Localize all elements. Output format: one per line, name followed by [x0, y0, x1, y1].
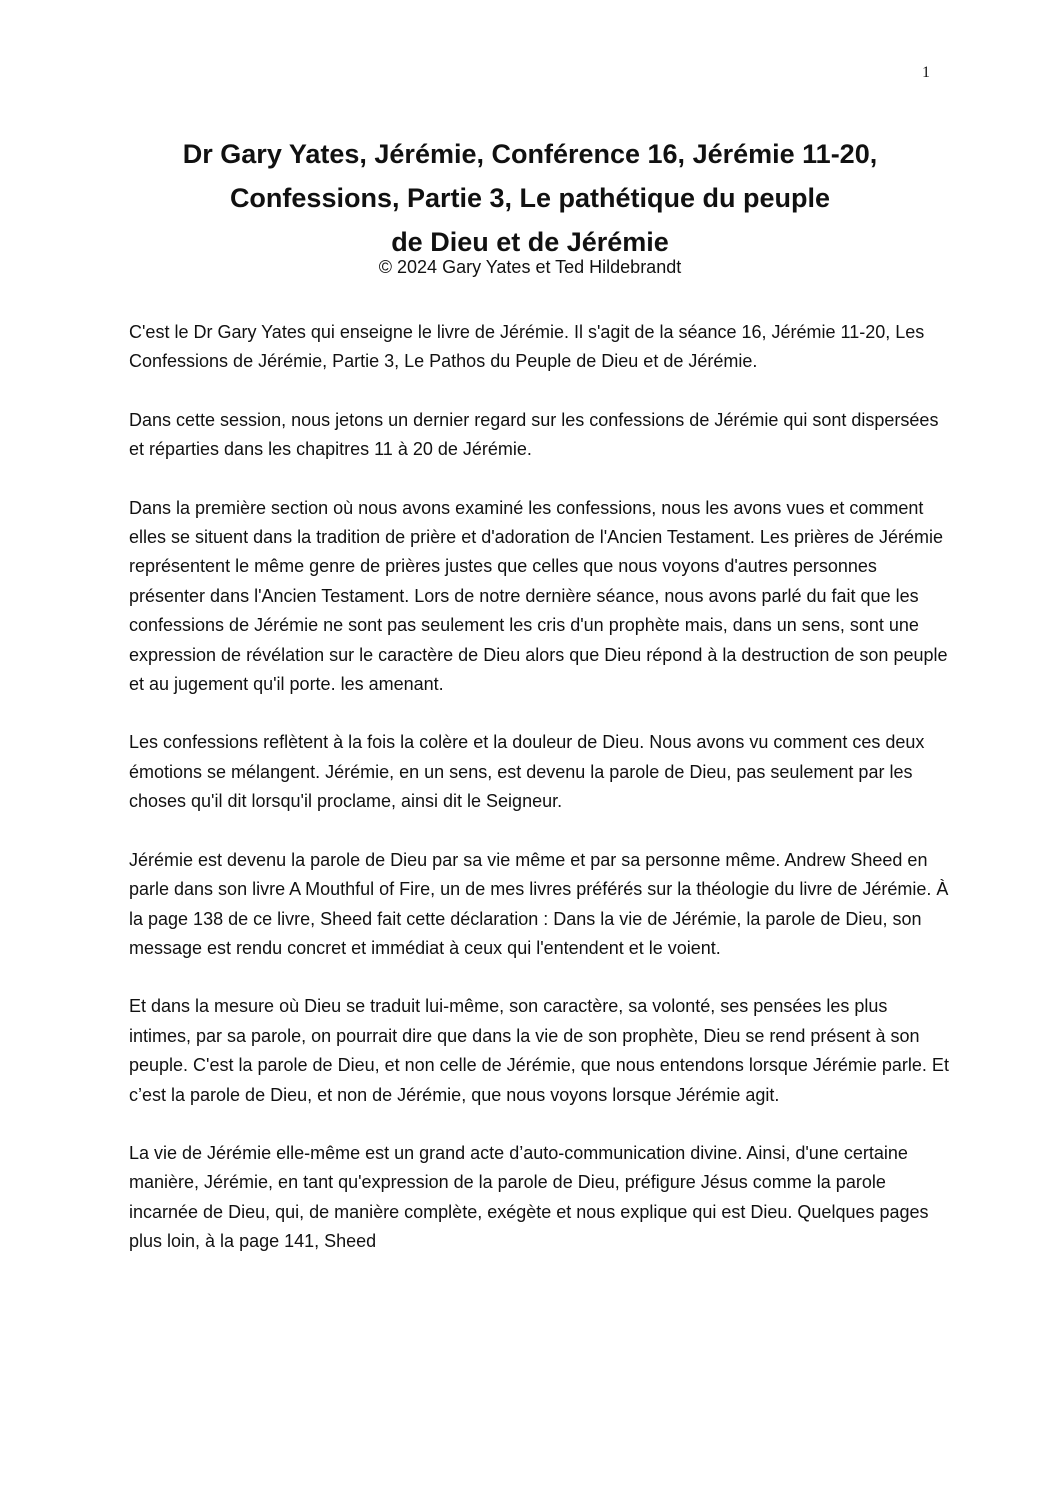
paragraph: C'est le Dr Gary Yates qui enseigne le livre de Jérémie. Il s'agit de la séance 16, Jérémie 11-20, Les Confessions de Jérémie, Partie 3, Le Pathos du Peuple de Dieu et de Jérémie.: [129, 322, 925, 372]
page-number: 1: [922, 64, 930, 81]
document-body: [129, 318, 949, 1286]
title-line-2: Confessions, Partie 3, Le pathétique du peuple: [229, 183, 831, 213]
paragraph: Et dans la mesure où Dieu se traduit lui-même, son caractère, sa volonté, ses pensées les plus intimes, par sa parole, on pourrait dire que dans la vie de son prophète, Dieu se rend présent à son peuple. C'est la parole de Dieu, et non celle de Jérémie, que nous entendons lorsque Jérémie parle. Et c’est la parole de Dieu, et non de Jérémie, que nous voyons lorsque Jérémie agit.: [129, 996, 949, 1105]
title-line-1: Dr Gary Yates, Jérémie, Conférence 16, Jérémie 11-20,: [182, 139, 878, 169]
paragraph: Dans cette session, nous jetons un dernier regard sur les confessions de Jérémie qui sont dispersées et réparties dans les chapitres 11 à 20 de Jérémie.: [129, 409, 939, 460]
document-title: [110, 132, 950, 264]
paragraph: La vie de Jérémie elle-même est un grand acte d’auto-communication divine. Ainsi, d'une certaine manière, Jérémie, en tant qu'expression de la parole de Dieu, préfigure Jésus comme la parole incarnée de Dieu, qui, de manière complète, exégète et nous explique qui est Dieu. Quelques pages plus loin, à la page 141, Sheed: [129, 1142, 929, 1252]
paragraph: Dans la première section où nous avons examiné les confessions, nous les avons vues et comment elles se situent dans la tradition de prière et d'adoration de l'Ancien Testament. Les prières de Jérémie représentent le même genre de prières justes que celles que nous voyons d'autres personnes présenter dans l'Ancien Testament. Lors de notre dernière séance, nous avons parlé du fait que les confessions de Jérémie ne sont pas seulement les cris d'un prophète mais, dans un sens, sont une expression de révélation sur le caractère de Dieu alors que Dieu répond à la destruction de son peuple et au jugement qu'il porte. les amenant.: [129, 497, 948, 695]
copyright-line: © 2024 Gary Yates et Ted Hildebrandt: [378, 257, 682, 277]
paragraph: Jérémie est devenu la parole de Dieu par sa vie même et par sa personne même. Andrew Sheed en parle dans son livre A Mouthful of Fire, un de mes livres préférés sur la théologie du livre de Jérémie. À la page 138 de ce livre, Sheed fait cette déclaration : Dans la vie de Jérémie, la parole de Dieu, son message est rendu concret et immédiat à ceux qui l'entendent et le voient.: [129, 849, 949, 958]
paragraph: Les confessions reflètent à la fois la colère et la douleur de Dieu. Nous avons vu comment ces deux émotions se mélangent. Jérémie, en un sens, est devenu la parole de Dieu, pas seulement par les choses qu'il dit lorsqu'il proclame, ainsi dit le Seigneur.: [129, 732, 925, 812]
title-line-3: de Dieu et de Jérémie: [391, 227, 669, 257]
